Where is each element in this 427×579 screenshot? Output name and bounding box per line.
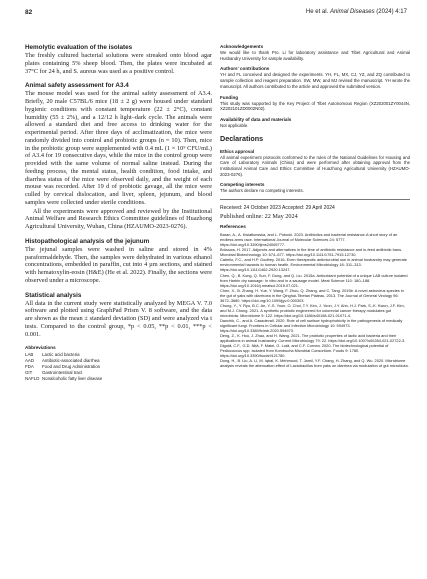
funding-heading: Funding [220,94,239,100]
abbreviation-row: NAFLD Nonalcoholic fatty liver disease [25,376,103,382]
stats-paragraph: All data in the current study were statistically analyzed by MEGA V. 7.0 software and plotted using GraphPad Prism V. 8 software, and the data are shown as the mean ± standard deviation (SD) and were analyzed via t tests. Compared to the control group, *p < 0.05, **p < 0.01, ***p < 0.001. [25,299,212,338]
ethics-text: All animal experiment protocols conformed to the rules of the National Guidelines for Housing and Care of Laboratory Animals (China) and were performed after obtaining approval from the Institutional Animal Care and Ethics Committee of Huazhong Agricultural University (HZAUMO-2023-0276). [220,154,410,177]
safety-paragraph-2: All the experiments were approved and reviewed by the Institutional Animal Welfare and Research Ethics Committee guidelines of Huazhong Agricultural University, Wuhan, China (HZAUMO-2023-0276). [25,207,212,230]
reference-item: Cabello, F.C., and H.P. Godfrey. 2016. Even therapeutic antimicrobial use in animal husbandry may generate environmental hazards to human health. Environmental Microbiology 18: 311–313. https://doi.org/10.1111/1462-2920.13247. [220,257,407,273]
histo-heading: Histopathological analysis of the jejunum [25,237,150,245]
contrib-heading: Authors' contributions [220,66,270,72]
abbreviation-row: FDA Food and Drug Administration [25,364,101,370]
abbreviations-heading: Abbreviations [25,345,56,351]
running-journal: Animal Diseases [329,9,375,15]
abbreviation-row: LAB Lactic acid bacteria [25,352,80,358]
running-volume: (2024) 4:17 [376,9,407,15]
reference-item: Danchik, C., and A. Casadevall. 2020. Role of cell surface hydrophobicity in the pathogenesis of medically significant fungi. Frontiers in Cellular and Infection Microbiology 10: 594973. https://doi.org/10.3389/fcimb.2020.594973. [220,317,403,334]
reference-item: Diguță, C.F., G.D. Niță, F. Matei, G. Luță, and C.F. Cornea. 2020. The biotechnological potential of Pediococcus spp. isolated from Kombucha Microbial Consortium. Foods 9: 1780. https://doi.org/10.3390/foods9121780. [220,343,389,359]
competing-text: The authors declare no competing interests. [220,188,304,194]
left-column [25,44,212,382]
ack-heading: Acknowledgements [220,44,264,49]
reference-item: Chung, Y., Y. Ryu, B.C. An, Y.-S. Yoon, O. Choi, T.Y. Kim, J. Yoon, J.Y. Ahn, H.J. Park, S.-K. Kwon, J.F. Kim, and M.J. Chung. 2021. A synthetic probiotic engineered for colorectal cancer therapy modulates gut microbiota. Microbiome 9: 122. https://doi.org/10.1186/s40168-021-01071-4. [220,302,405,318]
page-header [25,9,407,21]
published-date: Published online: 22 May 2024 [220,213,298,221]
right-column [220,44,410,368]
declarations-heading: Declarations [220,133,264,143]
availability-text: Not applicable. [220,122,249,128]
stats-heading: Statistical analysis [25,291,82,299]
safety-paragraph: The mouse model was used for the animal safety assessment of A3.4. Briefly, 20 male C57BL/6 mice (18 ± 2 g) were housed under standard hygienic conditions with constant temperature (22 ± 2°C), constant humidity (55 ± 2%), and a 12/12 h light–dark cycle. The animals were allowed a standard diet and free access to drinking water for the experimental period. After three days of acclimatization, the mice were randomly divided into control and probiotic groups (n = 10). Then, mice in the probiotic group were supplemented with 0.4 mL (1 × 10⁹ CFU/mL) of A3.4 for 19 consecutive days, while the mice in the control group were provided with the same volume of normal saline instead. During the feeding process, the mental status, health condition, food intake, and diarrhea status of the mice were observed daily, and the weight of each mouse was recorded. After 19 d of probiotic gavage, all the mice were culled by cervical dislocation, and liver, spleen, jejunum, and blood samples were collected under sterile conditions. [25,90,212,206]
hemolytic-paragraph: The freshly cultured bacterial solutions were streaked onto blood agar plates containing 5% sheep blood. Then, the plates were incubated at 37°C for 24 h, and S. aureus was used as a positive control. [25,52,212,75]
page-number: 82 [25,9,33,16]
histo-paragraph: The jejunal samples were washed in saline and stored in 4% paraformaldehyde. Then, the samples were dehydrated in various ethanol concentrations, embedded in paraffin, cut into 4 µm sections, and stained with hematoxylin-eosin (H&E) (He et al. 2022). Finally, the sections were observed under a microscope. [25,245,212,284]
contrib-text: YH and FL conceived and designed the experiments. YH, FL, MX, CJ, YZ, and ZQ contributed to sample collection and reagent preparation. SW, MW, and MJ revised the manuscript. YH wrote the manuscript. All authors contributed to the article and approved the submitted version. [220,72,410,89]
reference-item: Chen, X., B. Zhang, H. Yue, Y. Wang, F. Zhou, Q. Zhang, and C. Tang. 2015b. A novel astrovirus species in the gut of yaks with diarrhoea in the Qinghai-Tibetan Plateau, 2013. The Journal of General Virology 96: 3672–3680. https://doi.org/10.1099/jgv.0.000303. [220,287,404,303]
abbreviation-row: GIT Gastrointestinal tract [25,370,83,376]
reference-item: Chen, Q., B. Kong, Q. Sun, F. Dong, and Q. Liu. 2015a. Antioxidant potential of a unique LAB culture isolated from Harbin dry sausage: In vitro and in a sausage model. Meat Science 110: 180–188. https://doi.org/10.1016/j.meatsci.2015.07.021. [220,272,408,288]
reference-item: Brüssow, H. 2017. Adjuncts and alternatives in the time of antibiotic resistance and in-feed antibiotic bans. Microbial Biotechnology 10: 674–677. https://doi.org/10.1111/1751-7915.12730. [220,247,403,258]
abbreviations-list [25,352,212,382]
abbreviation-row: AAD Antibiotic-associated diarrhea [25,358,100,364]
availability-heading: Availability of data and materials [220,116,292,122]
reference-item: Dong, H., B. Liu, A. Li, M. Iqbal, K. Mehmood, T. Jamil, Y.F. Chang, H. Zhang, and Q. Wu. 2020. Microbiome analysis reveals the attenuation effect of Lactobacillus from yaks on diarrhea via modulation of gut microbiota. [220,358,409,369]
ethics-heading: Ethics approval [220,148,255,154]
running-title [306,9,407,15]
hemolytic-heading: Hemolytic evaluation of the isolates [25,44,133,51]
running-authors: He et al. [305,9,329,15]
references-heading: References [220,225,246,231]
references-list [220,232,410,368]
reference-item: Baran, A., A. Kwiatkowska, and L. Potocki. 2023. Antibiotics and bacterial resistance-A short story of an endless arms race. International Journal of Molecular Sciences 24: 5777. https://doi.org/10.3390/ijms24065777. [220,232,398,248]
received-accepted-dates: Received: 24 October 2023 Accepted: 29 April 2024 [220,205,335,212]
divider [220,199,410,200]
competing-heading: Competing interests [220,182,265,188]
funding-text: This study was supported by the Key Project of Tibet Autonomous Region (XZ202001ZY0044N, XZ202101ZD0002N02). [220,100,410,112]
ack-text: We would like to thank Pro. Li for laboratory assistance and Tibet Agricultural and Animal Husbandry University for sample availability. [220,50,410,61]
reference-item: Deng, Z., K. Hou, J. Zhao, and H. Wang. 2021. The probiotic properties of lactic acid bacteria and their applications in animal husbandry. Current Microbiology 79: 22. https://doi.org/10.1007/s00284-021-02722-3. [220,333,406,344]
safety-heading: Animal safety assessment for A3.4 [25,82,129,90]
